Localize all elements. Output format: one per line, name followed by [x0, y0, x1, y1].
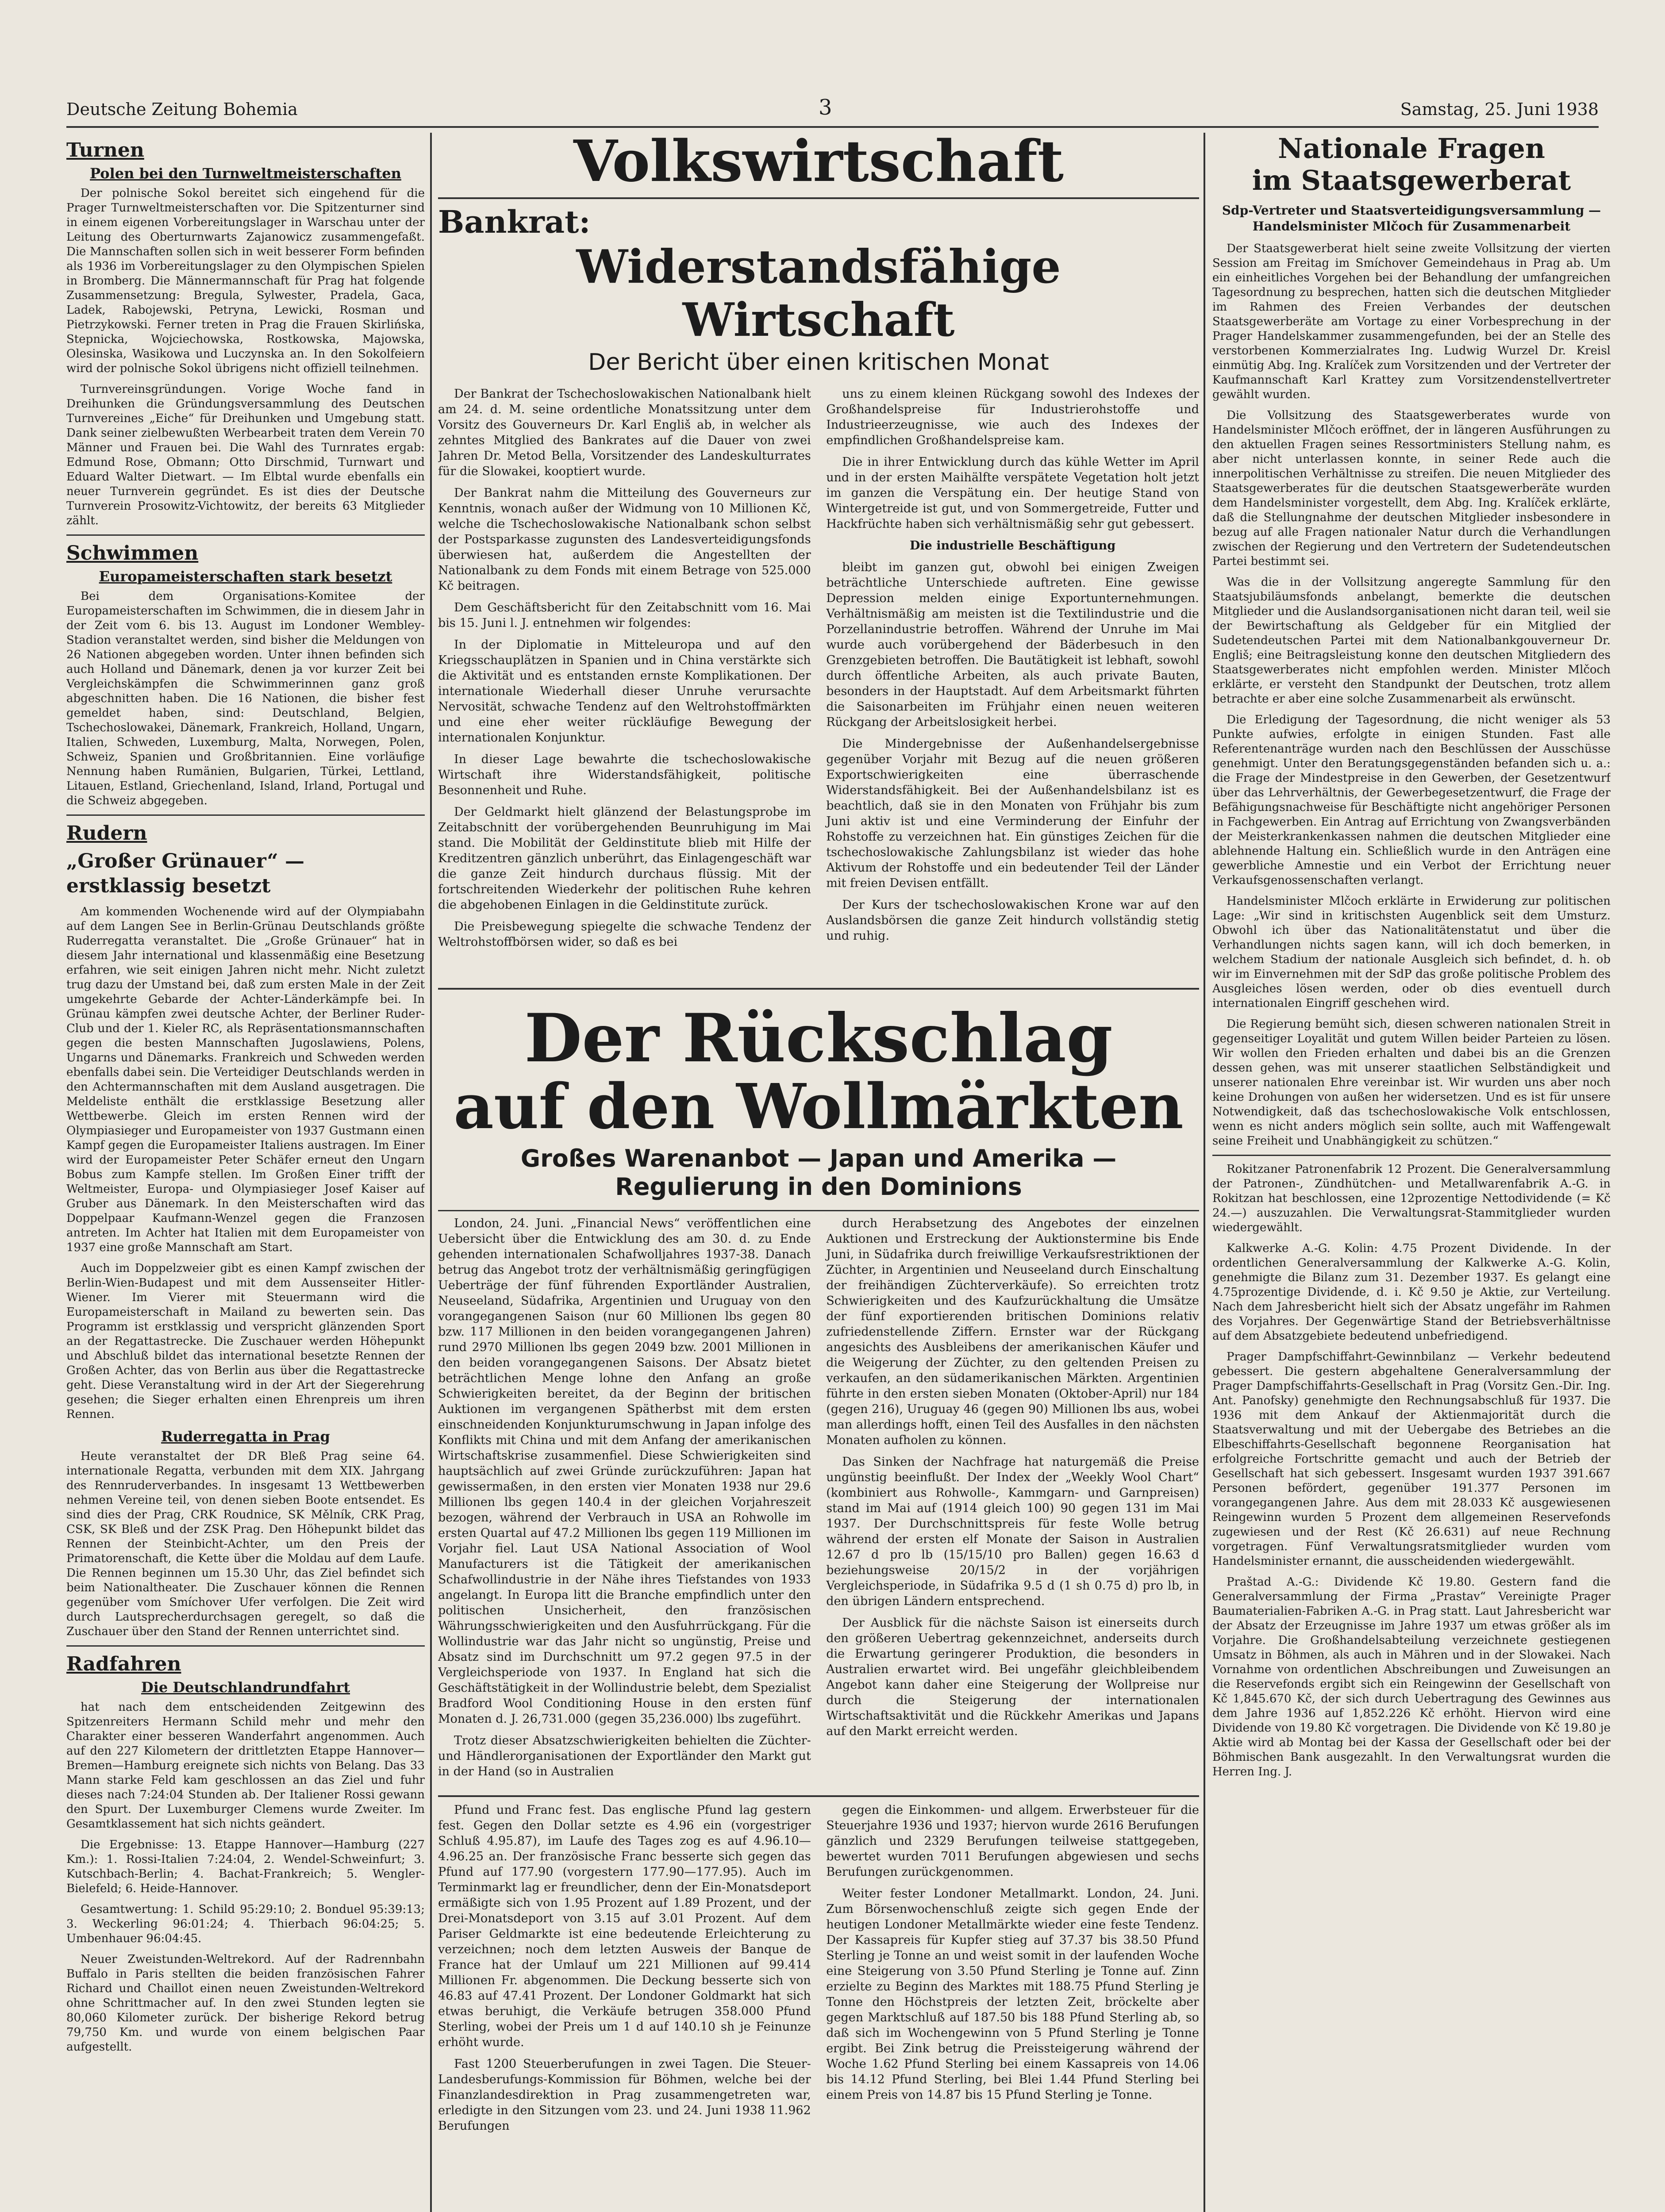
article-text: In der Diplomatie in Mitteleuropa und auf den Kriegsschauplätzen in Spanien und in China verstärkte sich die Aktivität und es entstanden ernste Komplikationen. Der internationale Wiederhall dieser Unruhe verursachte Nervosität, schwache Tendenz auf den Weltrohstoffmärkten und eine eher weiter rückläufige Bewegung der internationalen Konjunktur.: [438, 638, 811, 745]
article-text: Die Erledigung der Tagesordnung, die nicht weniger als 53 Punkte aufwies, erfolgte in einigen Stunden. Fast alle Referentenanträge wurden nach den Beschlüssen der Ausschüsse genehmigt. Unter den Beratungsgegenständen befanden sich u. a.: die Frage der Mindestpreise in den Gewerben, der Gesetzentwurf über das Lehrverhältnis, der Gewerbegesetzentwurf, die Frage der Befähigungsnachweise für Beschäftigte nicht angehöriger Personen in Fachgewerben. Ein Antrag auf Errichtung von Zwangsverbänden der Meisterkrankenkassen nahmen die deutschen Mitglieder eine ablehnende Haltung ein. Schließlich wurde in den Anträgen eine gewerbliche Amnestie und ein Verbot der Errichtung neuer Verkaufsgenossenschaften verlangt.: [1212, 713, 1611, 887]
article-text: Der Bankrat der Tschechoslowakischen Nationalbank hielt am 24. d. M. seine ordentliche Monatssitzung unter dem Vorsitz des Gouverneurs Dr. Karl Engliš ab, in welcher als zehntes Mitglied des Bankrates auf die Dauer von zwei Jahren Dr. Metod Bella, Vorsitzender des Landeskulturrates für die Slowakei, kooptiert wurde.: [438, 387, 811, 478]
section-title-schwimmen: Schwimmen: [66, 542, 199, 565]
article-text: uns zu einem kleinen Rückgang sowohl des Indexes der Großhandelspreise für Industrierohstoffe und Industrieerzeugnisse, wie auch des Indexes der empfindlichen Großhandelspreise kam.: [826, 387, 1199, 447]
column-divider-right: [1204, 133, 1205, 2212]
headline-wollmaerkte: auf den Wollmärkten: [454, 1071, 1184, 1143]
bottom-right-column: [826, 1802, 1199, 2140]
issue-date: Samstag, 25. Juni 1938: [1400, 100, 1599, 119]
page-number: 3: [819, 95, 832, 120]
article-text: hat nach dem entscheidenden Zeitgewinn des Spitzenreiters Hermann Schild mehr und mehr den Charakter einer besseren Wanderfahrt angenommen. Auch auf den 227 Kilometern der drittletzten Etappe Hannover—Bremen—Hamburg ereignete sich nichts von Belang. Das 33 Mann starke Feld kam geschlossen an das Ziel und fuhr dieses nach 7:24:04 Stunden ab. Der Italiener Rossi gewann den Spurt. Der Luxemburger Clemens wurde Zweiter. Im Gesamtklassement hat sich nichts geändert.: [66, 1701, 425, 1831]
article-text: Auch im Doppelzweier gibt es einen Kampf zwischen der Berlin-Wien-Budapest und mit dem Aussenseiter Hitler-Wiener. Im Vierer mit Steuermann wird die Europameisterschaft in Mailand zu bewerten sein. Das Programm ist erstklassig und verspricht glänzenden Sport an der Regattastrecke. Die Zuschauer werden Höhepunkt und Abschluß bildet das international besetzte Rennen der Großen Achter, das von Berlin aus über die Regattastrecke geht. Diese Veranstaltung wird in der Art der Siegerehrung gesehen; die Sieger erhalten einen Ehrenpreis um ihren Rennen.: [66, 1262, 425, 1421]
title-nationale-fragen: Nationale Fragen: [1278, 133, 1545, 165]
headline-rueckschlag: Der Rückschlag: [524, 999, 1113, 1077]
divider: [66, 534, 425, 536]
divider: [1212, 1155, 1611, 1156]
bankrat-article: [438, 386, 1199, 983]
news-item: Fast 1200 Steuerberufungen in zwei Tagen. Die Steuer-Landesberufungs-Kommission für Böhmen, welche bei der Finanzlandesdirektion in Prag zusammengetreten war, erledigte in den Sitzungen vom 23. und 24. Juni 1938 11.962 Berufungen: [438, 2057, 811, 2133]
bottom-left-column: [438, 1802, 811, 2140]
subtitle-ruderregatta: Ruderregatta in Prag: [161, 1428, 330, 1445]
bankrat-left-column: [438, 386, 811, 983]
notice-item: Praštad A.-G.: Dividende Kč 19.80. Gestern fand die Generalversammlung der Firma „Prastav“ Vereinigte Prager Baumaterialien-Fabriken A.-G. in Prag statt. Laut Jahresbericht war der Absatz der Erzeugnisse im Jahre 1937 um etwas größer als im Vorjahre. Die Großhandelsabteilung verzeichnete gestiegenen Umsatz in Böhmen, als auch in Mähren und in der Slowakei. Nach Vornahme von ordentlichen Abschreibungen und Zuweisungen an die Reservefonds ergibt sich ein Reingewinn der Gesellschaft von Kč 1,845.670 Kč, der sich durch Uebertragung des Gewinnes aus dem Jahre 1936 auf 1,852.226 Kč erhöht. Hiervon wird eine Dividende von 19.80 Kč vorgetragen. Die Dividende von Kč 19.80 je Aktie wird ab Montag bei der Kassa der Gesellschaft oder bei der Böhmischen Bank ausgezahlt. In den Verwaltungsrat wurden die Herren Ing. J.: [1212, 1575, 1611, 1778]
article-text: Die Ergebnisse: 13. Etappe Hannover—Hamburg (227 Km.): 1. Rossi-Italien 7:24:04, 2. Wendel-Schweinfurt; 3. Kutschbach-Berlin; 4. Bachat-Frankreich; 5. Wengler-Bielefeld; 6. Heide-Hannover.: [66, 1838, 425, 1895]
news-item: Weiter fester Londoner Metallmarkt. London, 24. Juni. Zum Börsenwochenschluß zeigte sich gegen Ende der heutigen Londoner Metallmärkte wieder eine feste Tendenz. Der Kassapreis für Kupfer stieg auf 37.37 bis 38.50 Pfund Sterling je Tonne an und weist somit in der laufenden Woche eine Steigerung von 3.50 Pfund Sterling je Tonne auf. Zinn erzielte zu Beginn des Marktes mit 188.75 Pfund Sterling je Tonne den Höchstpreis der letzten Zeit, bröckelte aber gegen Marktschluß auf 187.50 bis 188 Pfund Sterling ab, so daß sich im Wochengewinn von 5 Pfund Sterling je Tonne ergibt. Bei Zink betrug die Preissteigerung während der Woche 1.62 Pfund Sterling bei einem Kassapreis von 14.06 bis 14.12 Pfund Sterling, bei Blei 1.44 Pfund Sterling bei einem Preis von 14.87 bis 15 Pfund Sterling je Tonne.: [826, 1887, 1199, 2102]
wolle-article: [438, 1210, 1199, 1791]
article-text: Der Bankrat nahm die Mitteilung des Gouverneurs zur Kenntnis, wonach außer der Widmung von 10 Millionen Kč, welche die Tschechoslowakische Nationalbank schon selbst der Postsparkasse zugunsten des Landesverteidigungsfonds überwiesen hat, außerdem die Angestellten der Nationalbank zu dem Fonds mit einem Betrage von 525.000 Kč beitragen.: [438, 486, 811, 593]
news-item: Pfund und Franc fest. Das englische Pfund lag gestern fest. Gegen den Dollar setzte es 4.96 ein (vorgestriger Schluß 4.95.87), im Laufe des Tages zog es auf 4.96.10—4.96.25 an. Der französische Franc besserte sich gegen das Pfund auf 177.90 (vorgestern 177.90—177.95). Auch im Terminmarkt lag er freundlicher, denn der Ein-Monatsdeport ermäßigte sich von 1.95 Prozent auf 1.89 Prozent, und der Drei-Monatsdeport von 3.15 auf 3.01 Prozent. Auf dem Pariser Geldmarkte ist eine bedeutende Erleichterung zu verzeichnen; noch dem letzten Ausweis der Banque de France hat der Umlauf um 221 Millionen auf 99.414 Millionen Fr. abgenommen. Die Deckung besserte sich von 46.83 auf 47.41 Prozent. Der Londoner Goldmarkt hat sich etwas beruhigt, die Verkäufe betrugen 358.000 Pfund Sterling, wobei der Preis um 1 d auf 140.10 sh je Feinunze erhöht wurde.: [438, 1803, 811, 2049]
headline-grosser-gruenauer: „Großer Grünauer“ — erstklassig besetzt: [66, 850, 304, 897]
bottom-news: [438, 1797, 1199, 2140]
article-text: London, 24. Juni. „Financial News“ veröffentlichen eine Uebersicht über die Entwicklung des am 30. d. zu Ende gehenden internationalen Schafwolljahres 1937-38. Danach betrug das Angebot trotz der verhältnismäßig geringfügigen Ueberträge der fünf führenden Exportländer Australien, Neuseeland, Südafrika, Argentinien und Uruguay von den vorangegangenen Saison (nur 60 Millionen lbs gegen 80 bzw. 117 Millionen in den beiden vorangegangenen Jahren) rund 2970 Millionen lbs gegen 2049 bzw. 2001 Millionen in den beiden vorangegangenen Saisons. Der Absatz bietet beträchtlichen Menge lohne den Anfang an große Schwierigkeiten bereitet, da der Beginn der britischen Auktionen im vergangenen Spätherbst mit dem ersten einschneidenden Konjunkturumschwung in Japan infolge des Konflikts mit China und mit dem Anfang der amerikanischen Wirtschaftskrise zusammenfiel. Diese Schwierigkeiten sind hauptsächlich auf zwei Gründe zurückzuführen: Japan hat gewissermaßen, in den ersten vier Monaten 1938 nur 29.6 Millionen lbs gegen 140.4 in der gleichen Vorjahreszeit bezogen, während der Verbrauch in USA an Rohwolle im ersten Quartal auf 47.2 Millionen lbs gegen 119 Millionen im Vorjahr fiel. Laut USA National Association of Wool Manufacturers ist die Tätigkeit der amerikanischen Schafwollindustrie in der Nähe ihres Tiefstandes von 1933 angelangt. In Europa litt die Branche empfindlich unter den politischen Unsicherheit, den französischen Währungsschwierigkeiten und den Ausfuhrrückgang. Für die Wollindustrie war das Jahr nicht so ungünstig, Preise und Absatz sind im Durchschnitt um 97.2 gegen 97.5 in der Vergleichsperiode von 1937. In England hat sich die Geschäftstätigkeit in der Wollindustrie belebt, dem Spezialist Bradford Wool Conditioning House in den ersten fünf Monaten d. J. 26,731.000 (gegen 35,236.000) lbs zugeführt.: [438, 1217, 811, 1726]
notice-item: Rokitzaner Patronenfabrik 12 Prozent. Die Generalversammlung der Patronen-, Zündhütchen- und Metallwarenfabrik A.-G. in Rokitzan hat beschlossen, eine 12prozentige Nettodividende (= Kč 24.—) auszuzahlen. Die Verwaltungsrat-Stammitglieder wurden wiedergewählt.: [1212, 1163, 1611, 1234]
article-text: Gesamtwertung: 1. Schild 95:29:10; 2. Bonduel 95:39:13; 3. Weckerling 96:01:24; 4. Thierbach 96:04:25; 5. Umbenhauer 96:04:45.: [66, 1903, 425, 1945]
article-text: Bei dem Organisations-Komitee der Europameisterschaften im Schwimmen, die in diesem Jahr in der Zeit vom 6. bis 13. August im Londoner Wembley-Stadion veranstaltet werden, sind bisher die Meldungen von 26 Nationen abgegeben worden. Unter ihnen befinden sich auch Holland und Dänemark, denen ja vor kurzer Zeit bei Vergleichskämpfen die Schwimmerinnen ganz groß abgeschnitten haben. Die 16 Nationen, die bisher fest gemeldet haben, sind: Deutschland, Belgien, Tschechoslowakei, Dänemark, Frankreich, Holland, Ungarn, Italien, Schweden, Luxemburg, Malta, Norwegen, Polen, Schweiz, Spanien und Großbritannien. Eine vorläufige Nennung haben Rumänien, Bulgarien, Türkei, Lettland, Litauen, Estland, Griechenland, Island, Irland, Portugal und die Schweiz abgegeben.: [66, 590, 425, 807]
bankrat-kicker: Bankrat:: [438, 197, 1199, 240]
divider: [438, 988, 1199, 990]
page-header: [66, 95, 1599, 126]
article-text: Der Kurs der tschechoslowakischen Krone war auf den Auslandsbörsen die ganze Zeit hindurch vollständig stetig und ruhig.: [826, 898, 1199, 943]
article-text: bleibt im ganzen gut, obwohl bei einigen Zweigen beträchtliche Unterschiede auftreten. Eine gewisse Depression melden einige Exportunternehmungen. Verhältnismäßig am meisten ist die Textilindustrie und die Porzellanindustrie betroffen. Während der Unruhe im Mai wurde auch vorübergehend der Bäderbesuch in den Grenzgebieten betroffen. Die Bautätigkeit ist lebhaft, sowohl durch öffentliche Arbeiten, als auch private Bauten, besonders in der Hauptstadt. Auf dem Arbeitsmarkt führten die Saisonarbeiten im Frühjahr einen neuen weiteren Rückgang der Arbeitslosigkeit herbei.: [826, 561, 1199, 729]
news-item: gegen die Einkommen- und allgem. Erwerbsteuer für die Steuerjahre 1936 und 1937; hiervon wurde 2616 Berufungen gänzlich und 2329 Berufungen teilweise stattgegeben, bewertet wurden 7011 Berufungen abgewiesen und sechs Berufungen zurückgenommen.: [826, 1803, 1199, 1879]
notice-item: Prager Dampfschiffahrt-Gewinnbilanz — Verkehr bedeutend gebessert. Die gestern abgehaltene Generalversammlung der Prager Dampfschiffahrts-Gesellschaft in Prag (Vorsitz Gen.-Dir. Ing. Ant. Panofsky) genehmigte den Rechnungsabschluß für 1937. Die 1936 mit dem Ankauf der Aktienmajorität durch die Staatsverwaltung und mit der Uebergabe des Betriebes an die Elbeschiffahrts-Gesellschaft begonnene Reorganisation hat erfolgreiche Fortschritte gemacht und auch der Betrieb der Gesellschaft hat sich gebessert. Insgesamt wurden 1937 391.667 Personen befördert, gegenüber 191.377 Personen im vorangegangenen Jahre. Aus dem mit 28.033 Kč ausgewiesenen Reingewinn wurden 5 Prozent dem allgemeinen Reservefonds zugewiesen und der Rest (Kč 26.631) auf neue Rechnung vorgetragen. Fünf Verwaltungsratsmitglieder wurden vom Handelsminister ernannt, die ausscheidenden wiedergewählt.: [1212, 1350, 1611, 1568]
headline-widerstandsfaehige-wirtschaft: Widerstandsfähige Wirtschaft: [576, 239, 1061, 347]
masthead-name: Deutsche Zeitung Bohemia: [66, 100, 298, 119]
subtitle-europameisterschaften: Europameisterschaften stark besetzt: [99, 568, 392, 585]
header-rule: [66, 126, 1599, 128]
section-title-rudern: Rudern: [66, 822, 147, 845]
wolle-right-column: [826, 1216, 1199, 1791]
subtitle-polen: Polen bei den Turnweltmeisterschaften: [90, 165, 401, 182]
divider: [66, 1645, 425, 1647]
article-text: Die Vollsitzung des Staatsgewerberates wurde von Handelsminister Mlčoch eröffnet, der in längeren Ausführungen zu den aktuellen Fragen seines Ressortministers Stellung nahm, es aber nicht unterlassen konnte, in seiner Rede auch die innerpolitischen Verhältnisse zu streifen. Die neuen Mitglieder des Staatsgewerberates für die deutschen Staatsgewerberäte wurden dem Handelsminister vorgestellt, dem Abg. Ing. Kralíček erklärte, daß die Stellungnahme der deutschen Mitglieder insbesondere in bezug auf alle Fragen nationaler Natur durch die Verhandlungen zwischen der Regierung und den Vertretern der Sudetendeutschen Partei bestimmt sei.: [1212, 409, 1611, 568]
article-text: Die Mindergebnisse der Außenhandelsergebnisse gegenüber Vorjahr mit Bezug auf die neuen größeren Exportschwierigkeiten eine überraschende Widerstandsfähigkeit. Bei der Außenhandelsbilanz ist es beachtlich, daß sie in den Monaten von Frühjahr bis zum Juni aktiv ist und eine Verminderung der Einfuhr der Rohstoffe zu verzeichnen hat. Ein günstiges Zeichen für die tschechoslowakische Zahlungsbilanz ist wieder das hohe Aktivum der Rohstoffe und ein bedeutender Teil der Länder mit freien Devisen entfällt.: [826, 737, 1199, 890]
subheadline-wolle: Großes Warenanbot — Japan und Amerika — Regulierung in den Dominions: [520, 1144, 1117, 1201]
article-text: Die Preisbewegung spiegelte die schwache Tendenz der Weltrohstoffbörsen wider, so daß es bei: [438, 920, 811, 949]
article-text: Der Ausblick für die nächste Saison ist einerseits durch den größeren Uebertrag gekennzeichnet, anderseits durch die Erwartung geringerer Produktion, die besonders in Australien erwartet wird. Bei ungefähr gleichbleibendem Angebot kann daher eine Steigerung der Wollpreise nur durch die Steigerung der internationalen Wirtschaftsaktivität und die Rückkehr Amerikas und Japans auf den Markt erreicht werden.: [826, 1616, 1199, 1738]
subtitle-deutschlandrundfahrt: Die Deutschlandrundfahrt: [141, 1679, 350, 1696]
article-text: Neuer Zweistunden-Weltrekord. Auf der Radrennbahn Buffalo in Paris stellten die beiden französischen Fahrer Richard und Chaillot einen neuen Zweistunden-Weltrekord ohne Schrittmacher auf. In den zwei Stunden legten sie 80,060 Kilometer zurück. Der bisherige Rekord betrug 79,750 Km. und wurde von einem belgischen Paar aufgestellt.: [66, 1953, 425, 2054]
article-text: In dieser Lage bewahrte die tschechoslowakische Wirtschaft ihre Widerstandsfähigkeit, politische Besonnenheit und Ruhe.: [438, 753, 811, 797]
bankrat-right-column: [826, 386, 1199, 983]
center-section: [438, 133, 1199, 2212]
article-text: Die Regierung bemüht sich, diesen schweren nationalen Streit in gegenseitiger Loyalität und gutem Willen beider Parteien zu lösen. Wir wollen den Frieden erhalten und dabei bis an die Grenzen dessen gehen, was mit unserer staatlichen Selbständigkeit und unserer nationalen Ehre vereinbar ist. Wir wurden uns aber noch keine Drohungen von außen her widersetzen. Und es ist für unsere Notwendigkeit, daß das tschechoslowakische Volk entschlossen, wenn es nicht anders möglich sein sollte, auch mit Waffengewalt seine Freiheit und Unabhängigkeit zu schützen.“: [1212, 1018, 1611, 1148]
title-staatsgewerberat: im Staatsgewerberat: [1252, 164, 1571, 196]
article-text: Handelsminister Mlčoch erklärte in Erwiderung zur politischen Lage: „Wir sind in kritischsten Augenblick seit dem Umsturz. Obwohl ich über das Nationalitätenstatut und über die Verhandlungen nichts sagen kann, will ich doch bemerken, in welchem Stadium der nationale Ausgleich sich befindet, d. h. ob wir im Einvernehmen mit der SdP das große politische Problem des Ausgleiches lösen werden, oder ob dies eventuell durch internationalen Eingriff geschehen wird.: [1212, 895, 1611, 1010]
article-text: durch Herabsetzung des Angebotes der einzelnen Auktionen und Erstreckung der Auktionstermine bis Ende Juni, in Südafrika durch freiwillige Verkaufsrestriktionen der Züchter, in Argentinien und Neuseeland durch Einschaltung der freihändigen Züchterverkäufe). So erreichten trotz Schwierigkeiten und des Kaufzurückhaltung die Umsätze der fünf exportierenden britischen Dominions relativ zufriedenstellende Ziffern. Ernster war der Rückgang angesichts des Ausbleibens der amerikanischen Käufer und die Weigerung der Züchter, zu den geltenden Preisen zu verkaufen, an den südamerikanischen Märkten. Argentinien führte in den ersten sieben Monaten (Oktober-April) nur 184 (gegen 216), Uruguay 46 (gegen 90) Millionen lbs aus, wobei man allerdings hofft, einen Teil des Ausfalles in den nächsten Monaten aufholen zu können.: [826, 1217, 1199, 1447]
article-text: Der polnische Sokol bereitet sich eingehend für die Prager Turnweltmeisterschaften vor. Die Spitzenturner sind in einem eigenen Vorbereitungslager in Warschau unter der Leitung des Oberturnwarts Zajanowicz zusammengefaßt. Die Mannschaften sollen sich in weit besserer Form befinden als 1936 im Vorbereitungslager zu den Olympischen Spielen in Bromberg. Die Männermannschaft für Prag hat folgende Zusammensetzung: Bregula, Sylwester, Pradela, Gaca, Ladek, Rabojewski, Petryna, Lewicki, Rosman und Pietrzykowski. Ferner treten in Prag die Frauen Skirlińska, Stepnicka, Wojciechowska, Rostkowska, Majowska, Olesinska, Wasikowa und Luczynska an. In den Sokolfeiern wird der polnische Sokol übrigens nicht offiziell teilnehmen.: [66, 187, 425, 375]
article-text: Trotz dieser Absatzschwierigkeiten behielten die Züchter- und Händlerorganisationen der Exportländer den Markt gut in der Hand (so in Australien: [438, 1734, 811, 1778]
article-text: Turnvereinsgründungen. Vorige Woche fand in Dreihunken die Gründungsversammlung des Deutschen Turnvereines „Eiche“ für Dreihunken und Umgebung statt. Dank seiner zielbewußten Werbearbeit traten dem Verein 70 Männer und Frauen bei. Die Wahl des Turnrates ergab: Edmund Rose, Obmann; Otto Dirschmid, Turnwart und Eduard Walter Dietwart. — Im Elbtal wurde ebenfalls ein neuer Turnverein gegründet. Es ist dies der Deutsche Turnverein Prosowitz-Vichtowitz, der bereits 63 Mitglieder zählt.: [66, 383, 425, 527]
article-text: Der Staatsgewerberat hielt seine zweite Vollsitzung der vierten Session am Freitag im Smíchover Gemeindehaus in Prag ab. Um ein einheitliches Vorgehen bei der Behandlung der umfangreichen Tagesordnung zu besprechen, hatten sich die deutschen Mitglieder im Rahmen des Freien Verbandes der deutschen Staatsgewerberäte am Vortage zu einer Vorbesprechung in der Prager Handelskammer zusammengefunden, bei der an Stelle des verstorbenen Kommerzialrates Ing. Ludwig Wurzel Dr. Kreisl einmütig Abg. Ing. Kralíček zum Vorsitzenden und der Vertreter der Kaufmannschaft Karl Krattey zum Vorsitzendenstellvertreter gewählt wurden.: [1212, 242, 1611, 401]
right-column: [1212, 133, 1611, 2212]
article-text: Die in ihrer Entwicklung durch das kühle Wetter im April und in der ersten Maihälfte verspätete Vegetation holt jetzt im ganzen die Verspätung ein. Der heutige Stand von Wintergetreide ist gut, und von Sommergetreide, Futter und Hackfrüchte haben sich verhältnismäßig sehr gut gebessert.: [826, 455, 1199, 531]
article-text: Heute veranstaltet der DR Bleß Prag seine 64. internationale Regatta, verbunden mit dem XIX. Jahrgang des Rennruderverbandes. In insgesamt 13 Wettbewerben nehmen Vereine teil, von denen sieben Boote entsendet. Es sind dies der Prag, CRK Roudnice, SK Mělník, CRK Prag, CSK, SK Bleß und der ZSK Prag. Den Höhepunkt bildet das Rennen der Steinbicht-Achter, um den Preis der Primatorenschaft, die Kette über die Moldau auf dem Laufe. Die Rennen beginnen um 15.30 Uhr, das Ziel befindet sich beim Nationaltheater. Die Zuschauer können die Rennen gegenüber vom Smíchover Ufer verfolgen. Die Zeit wird durch Lautsprecherdurchsagen geregelt, so daß die Zuschauer über den Stand der Rennen unterrichtet sind.: [66, 1450, 425, 1638]
article-text: Am kommenden Wochenende wird auf der Olympiabahn auf dem Langen See in Berlin-Grünau Deutschlands größte Ruderregatta veranstaltet. Die „Große Grünauer“ hat in diesem Jahr international und klassenmäßig eine Besetzung erfahren, wie seit einigen Jahren nicht mehr. Nicht zuletzt trug dazu der Umstand bei, daß zum ersten Male in der Zeit umgekehrte Gebarde der Achter-Länderkämpfe bei. In Grünau kämpfen zwei deutsche Achter, der Berliner Ruder-Club und der 1. Kieler RC, als Repräsentationsmannschaften gegen die besten Mannschaften Jugoslawiens, Polens, Ungarns und Dänemarks. Frankreich und Schweden werden ebenfalls dabei sein. Die Verteidiger Deutschlands werden in den Achtermannschaften mit dem Ausland ausgetragen. Die Meldeliste enthält die erstklassige Besetzung aller Wettbewerbe. Gleich im ersten Rennen wird der Olympiasieger und Europameister von 1937 Gustmann einen Kampf gegen die Europameister Italiens austragen. Im Einer wird der Europameister Peter Schäfer erneut den Ungarn Bobus zum Kampfe stellen. Im Großen Einer trifft der Weltmeister, Europa- und Olympiasieger Josef Kaiser auf Gruber aus Dänemark. In den Meisterschaften wird das Doppelpaar Kaufmann-Wenzel gegen die Franzosen antreten. Im Achter hat Italien mit dem Europameister von 1937 eine große Mannschaft am Start.: [66, 905, 425, 1254]
section-title-volkswirtschaft: Volkswirtschaft: [573, 133, 1064, 195]
left-column: [66, 133, 425, 2212]
divider: [66, 814, 425, 816]
wolle-left-column: [438, 1216, 811, 1791]
subheading-industrielle-beschaeftigung: Die industrielle Beschäftigung: [910, 539, 1116, 553]
section-title-turnen: Turnen: [66, 139, 144, 161]
subtitle-sdp: Sdp-Vertreter und Staatsverteidigungsversammlung — Handelsminister Mlčoch für Zusammenarbeit: [1222, 203, 1601, 234]
article-text: Dem Geschäftsbericht für den Zeitabschnitt vom 16. Mai bis 15. Juni l. J. entnehmen wir folgendes:: [438, 601, 811, 630]
subheadline-bericht: Der Bericht über einen kritischen Monat: [588, 349, 1049, 376]
article-text: Das Sinken der Nachfrage hat naturgemäß die Preise ungünstig beeinflußt. Der Index der „Weekly Wool Chart“ (kombiniert aus Rohwolle-, Kammgarn- und Garnpreisen) stand im Mai auf (1914 gleich 100) 90 gegen 131 im Mai 1937. Der Durchschnittspreis für feste Wolle betrug während der ersten elf Monate der Saison in Australien 12.67 d pro lb (15/15/10 pro Ballen) gegen 16.63 d beziehungsweise 20/15/2 in der vorjährigen Vergleichsperiode, in Südafrika 9.5 d (1 sh 0.75 d) pro lb, in den übrigen Ländern entsprechend.: [826, 1455, 1199, 1608]
article-text: Was die in der Vollsitzung angeregte Sammlung für den Staatsjubiläumsfonds anbelangt, bemerkte die deutschen Mitglieder und die Auslandsorganisationen nicht daran teil, weil sie der Bewirtschaftung als Geldgeber für ein Mitglied der Sudetendeutschen Partei mit dem Nationalbankgouverneur Dr. Engliš; eine Beitragsleistung konne den deutschen Mitgliedern des Staatsgewerberates nicht empfohlen werden. Minister Mlčoch erklärte, er versteht den Standpunkt der Deutschen, trotz allem betrachte er aber eine solche Zusammenarbeit als erwünscht.: [1212, 576, 1611, 706]
section-title-radfahren: Radfahren: [66, 1653, 181, 1675]
notice-item: Kalkwerke A.-G. Kolin: 4.75 Prozent Dividende. In der ordentlichen Generalversammlung der Kalkwerke A.-G. Kolin, genehmigte die Bilanz zum 31. Dezember 1937. Es gelangt eine 4.75prozentige Dividende, d. i. Kč 9.50 je Aktie, zur Verteilung. Nach dem Jahresbericht hielt sich der Absatz ungefähr im Rahmen des Vorjahres. Der Gegenwärtige Stand der Betriebsverhältnisse auf dem Absatzgebiete bedeutend unbefriedigend.: [1212, 1242, 1611, 1343]
article-text: Der Geldmarkt hielt glänzend der Belastungsprobe im Zeitabschnitt der vorübergehenden Beunruhigung im Mai stand. Die Mobilität der Geldinstitute blieb mit Hilfe der Kreditzentren gänzlich unberührt, das Einlagengeschäft war die ganze Zeit hindurch durchaus flüssig. Mit der fortschreitenden Wiederkehr der politischen Ruhe kehren die abgehobenen Einlagen in die Geldinstitute zurück.: [438, 805, 811, 912]
column-divider-left: [430, 133, 432, 2212]
